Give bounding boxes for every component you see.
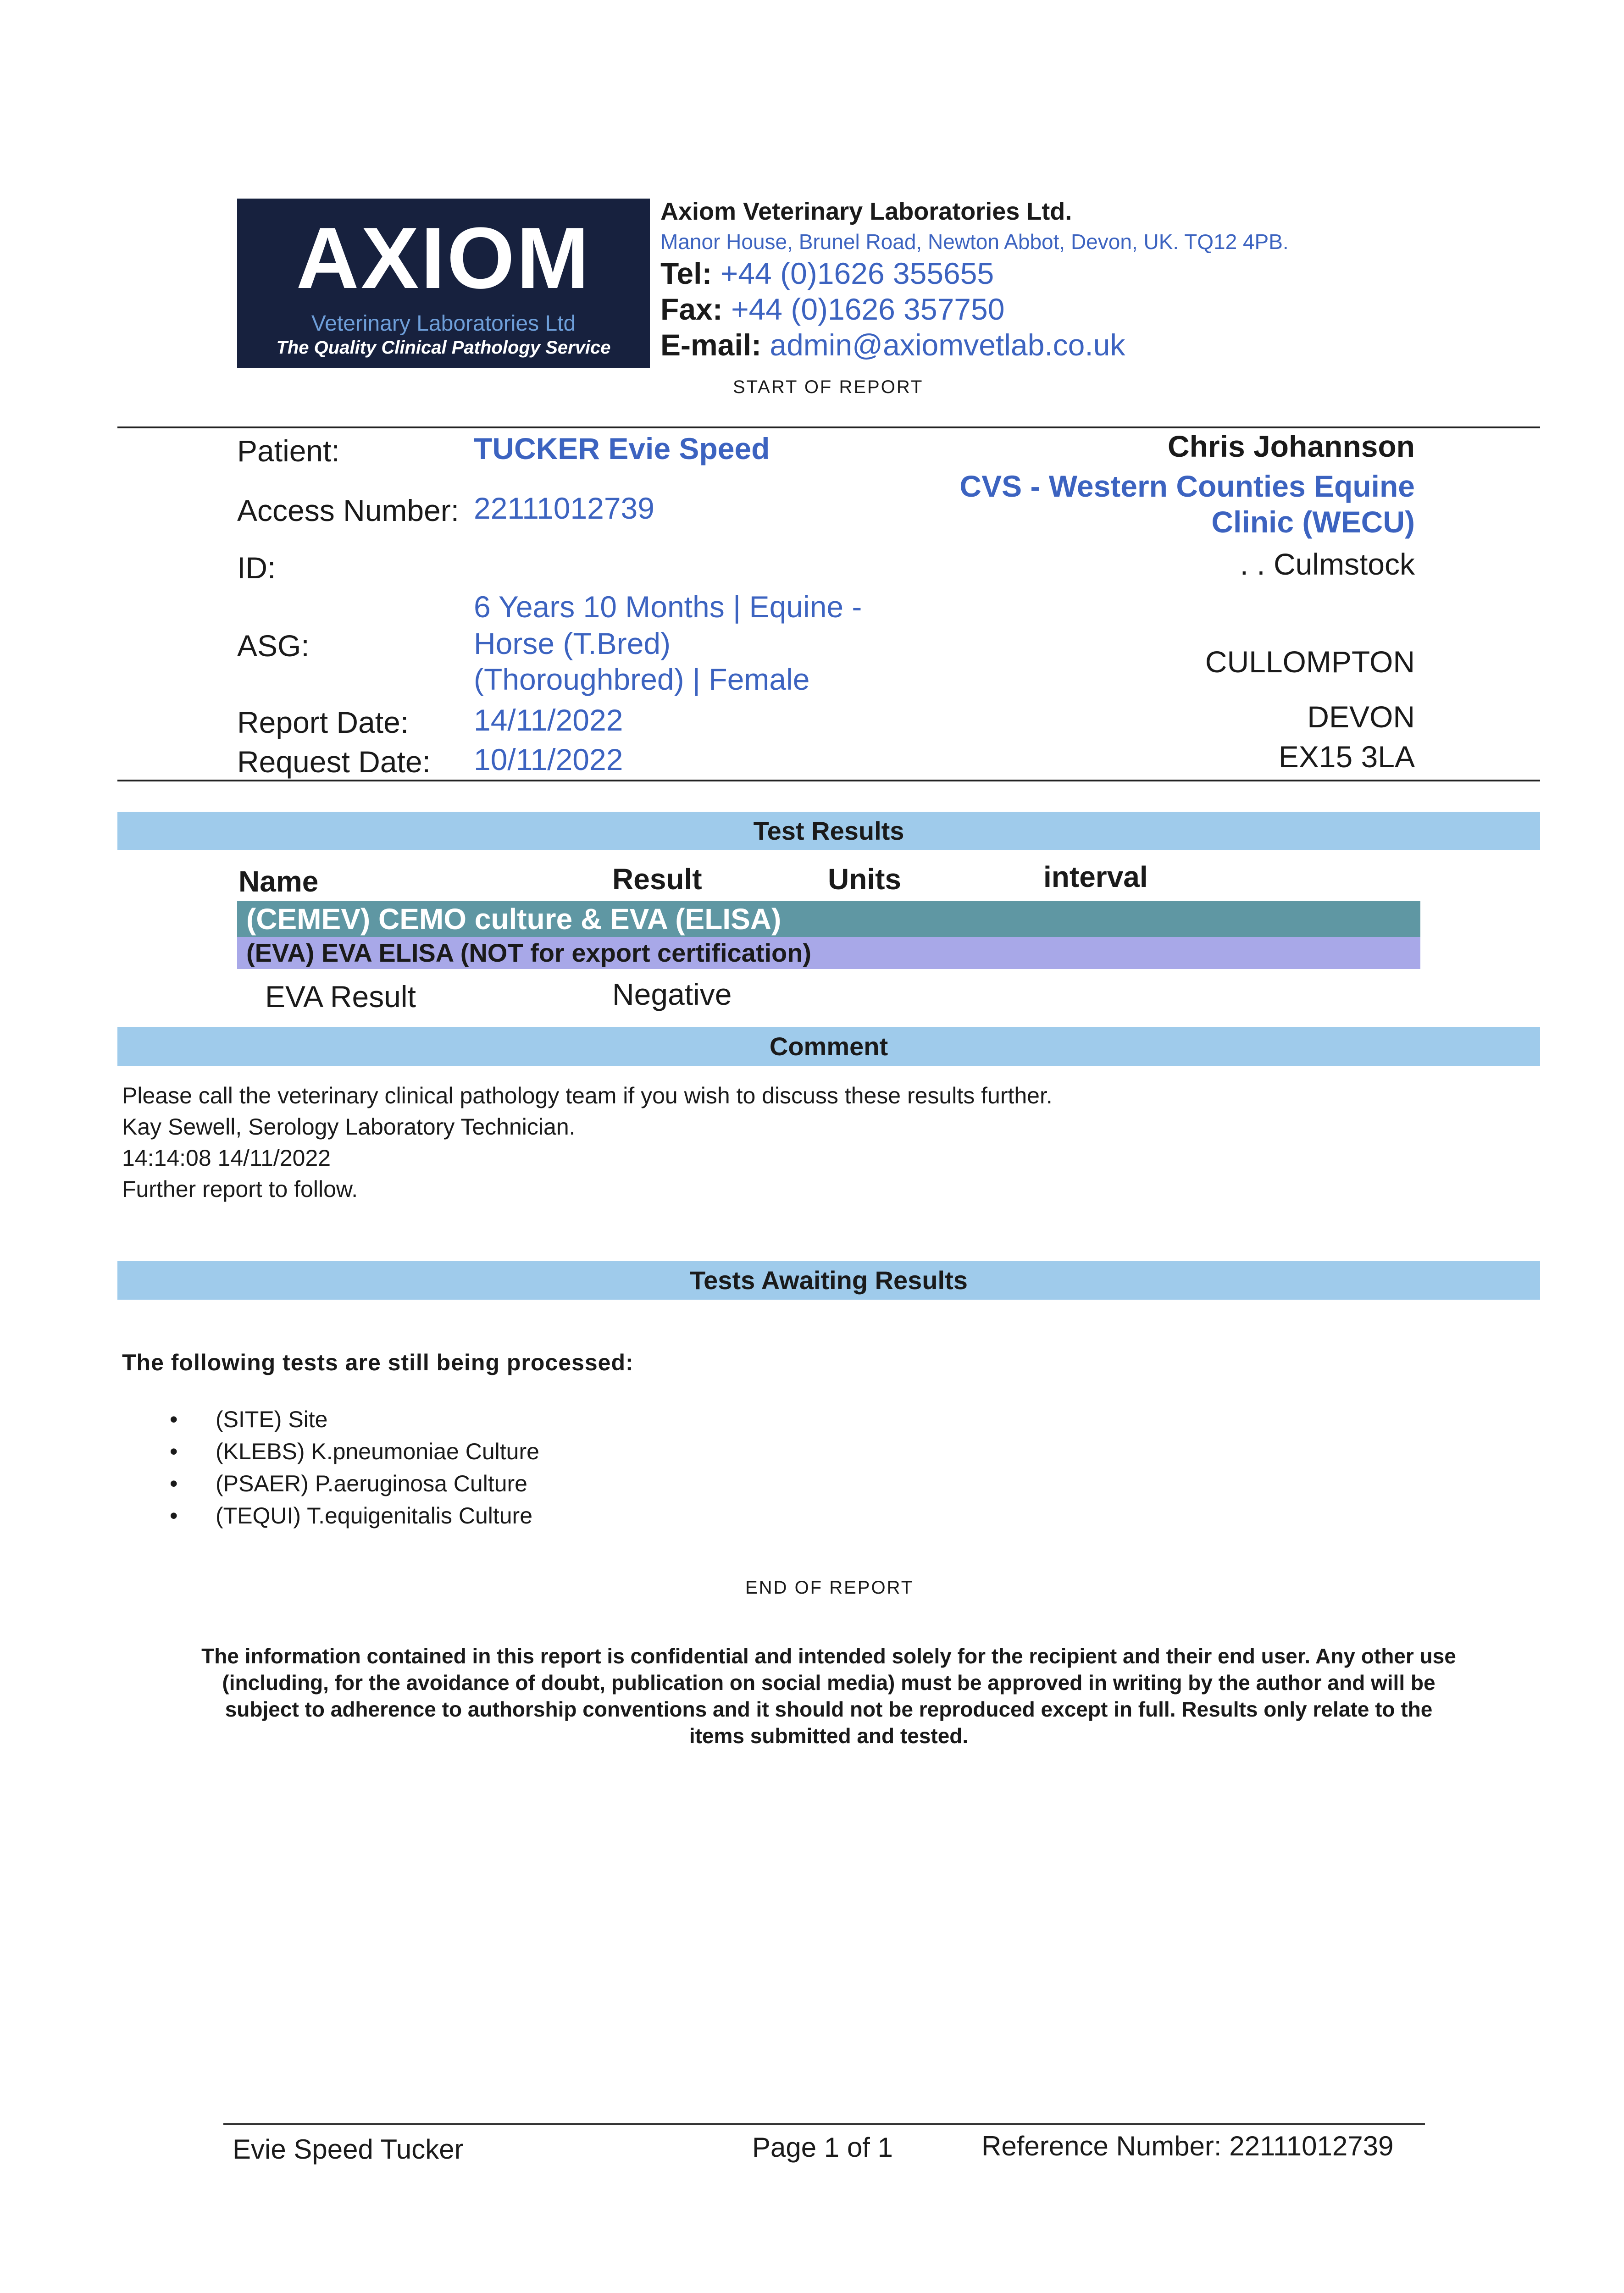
list-item	[170, 1500, 539, 1532]
clinic-address-line: . . Culmstock	[1240, 547, 1415, 581]
patient-label: Patient:	[237, 434, 340, 468]
col-header-interval: interval	[1043, 860, 1148, 893]
list-item	[170, 1403, 539, 1435]
asg-line-2: Horse (T.Bred)	[474, 626, 671, 660]
email-value[interactable]: admin@axiomvetlab.co.uk	[770, 328, 1125, 362]
col-header-result: Result	[612, 863, 702, 896]
end-of-report: END OF REPORT	[745, 1578, 914, 1598]
col-header-units: Units	[828, 863, 901, 896]
disclaimer-line-3: subject to adherence to authorship conventions and it should not be reproduced except in full. Results only relate to the	[225, 1697, 1433, 1721]
clinic-name-line-1: CVS - Western Counties Equine	[959, 469, 1415, 503]
start-of-report: START OF REPORT	[733, 377, 924, 397]
logo-subtitle: Veterinary Laboratories Ltd	[311, 311, 576, 336]
asg-line-3: (Thoroughbred) | Female	[474, 662, 810, 696]
result-row-name: EVA Result	[265, 980, 416, 1014]
list-item	[170, 1468, 539, 1500]
logo-tagline: The Quality Clinical Pathology Service	[276, 338, 611, 358]
request-date-value: 10/11/2022	[474, 742, 623, 776]
disclaimer-line-2: (including, for the avoidance of doubt, publication on social media) must be approved in writing by the author and will be	[222, 1671, 1436, 1695]
lab-email	[660, 327, 1125, 362]
bullet-icon: •	[170, 1471, 178, 1496]
comment-line-1: Please call the veterinary clinical pathology team if you wish to discuss these results further.	[122, 1083, 1053, 1108]
tel-label: Tel:	[660, 256, 712, 290]
fax-label: Fax:	[660, 292, 723, 326]
footer-reference-number: Reference Number: 22111012739	[981, 2131, 1394, 2161]
comment-bar: Comment	[117, 1027, 1540, 1066]
comment-line-4: Further report to follow.	[122, 1176, 358, 1202]
lab-address: Manor House, Brunel Road, Newton Abbot, Devon, UK. TQ12 4PB.	[660, 230, 1289, 254]
asg-line-1: 6 Years 10 Months | Equine -	[474, 590, 862, 624]
email-label: E-mail:	[660, 328, 762, 362]
footer-patient-name: Evie Speed Tucker	[233, 2134, 464, 2165]
id-label: ID:	[237, 551, 276, 585]
col-header-name: Name	[238, 865, 319, 898]
clinic-postcode: EX15 3LA	[1278, 740, 1415, 774]
access-number-value: 22111012739	[474, 491, 654, 525]
list-item	[170, 1435, 539, 1468]
tel-value: +44 (0)1626 355655	[720, 256, 994, 290]
access-number-label: Access Number:	[237, 493, 460, 527]
patient-name: TUCKER Evie Speed	[474, 432, 770, 465]
logo-wordmark: AXIOM	[296, 210, 591, 307]
fax-value: +44 (0)1626 357750	[731, 292, 1005, 326]
lab-name: Axiom Veterinary Laboratories Ltd.	[660, 198, 1072, 225]
lab-fax	[660, 292, 1004, 327]
report-date-label: Report Date:	[237, 705, 409, 739]
request-date-label: Request Date:	[237, 745, 431, 779]
lab-telephone	[660, 256, 994, 291]
bullet-icon: •	[170, 1439, 178, 1464]
test-group-row: (CEMEV) CEMO culture & EVA (ELISA)	[237, 901, 1420, 937]
footer-page-number: Page 1 of 1	[752, 2132, 893, 2163]
awaiting-test-label: (TEQUI) T.equigenitalis Culture	[216, 1503, 533, 1529]
bullet-icon: •	[170, 1407, 178, 1432]
test-results-bar: Test Results	[117, 812, 1540, 850]
header-divider	[117, 426, 1540, 428]
clinic-town: CULLOMPTON	[1205, 645, 1415, 679]
axiom-logo	[237, 199, 650, 368]
awaiting-intro: The following tests are still being processed:	[122, 1350, 634, 1375]
patient-divider	[117, 780, 1540, 781]
awaiting-test-label: (PSAER) P.aeruginosa Culture	[216, 1471, 527, 1496]
disclaimer-line-4: items submitted and tested.	[689, 1724, 969, 1748]
tests-awaiting-bar: Tests Awaiting Results	[117, 1261, 1540, 1300]
awaiting-test-label: (KLEBS) K.pneumoniae Culture	[216, 1439, 539, 1464]
bullet-icon: •	[170, 1503, 178, 1529]
clinic-county: DEVON	[1307, 700, 1415, 734]
disclaimer-line-1: The information contained in this report is confidential and intended solely for the recipient and their end user. Any other use	[201, 1644, 1456, 1668]
report-date-value: 14/11/2022	[474, 703, 623, 737]
comment-line-3: 14:14:08 14/11/2022	[122, 1145, 331, 1171]
test-subgroup-row: (EVA) EVA ELISA (NOT for export certification)	[237, 937, 1420, 969]
comment-line-2: Kay Sewell, Serology Laboratory Technician.	[122, 1114, 576, 1140]
vet-name: Chris Johannson	[1167, 429, 1415, 463]
awaiting-tests-list	[170, 1403, 539, 1532]
asg-label: ASG:	[237, 629, 310, 663]
footer-divider	[223, 2123, 1425, 2125]
result-row-value: Negative	[612, 977, 732, 1011]
awaiting-test-label: (SITE) Site	[216, 1407, 328, 1432]
clinic-name-line-2: Clinic (WECU)	[1211, 505, 1415, 539]
